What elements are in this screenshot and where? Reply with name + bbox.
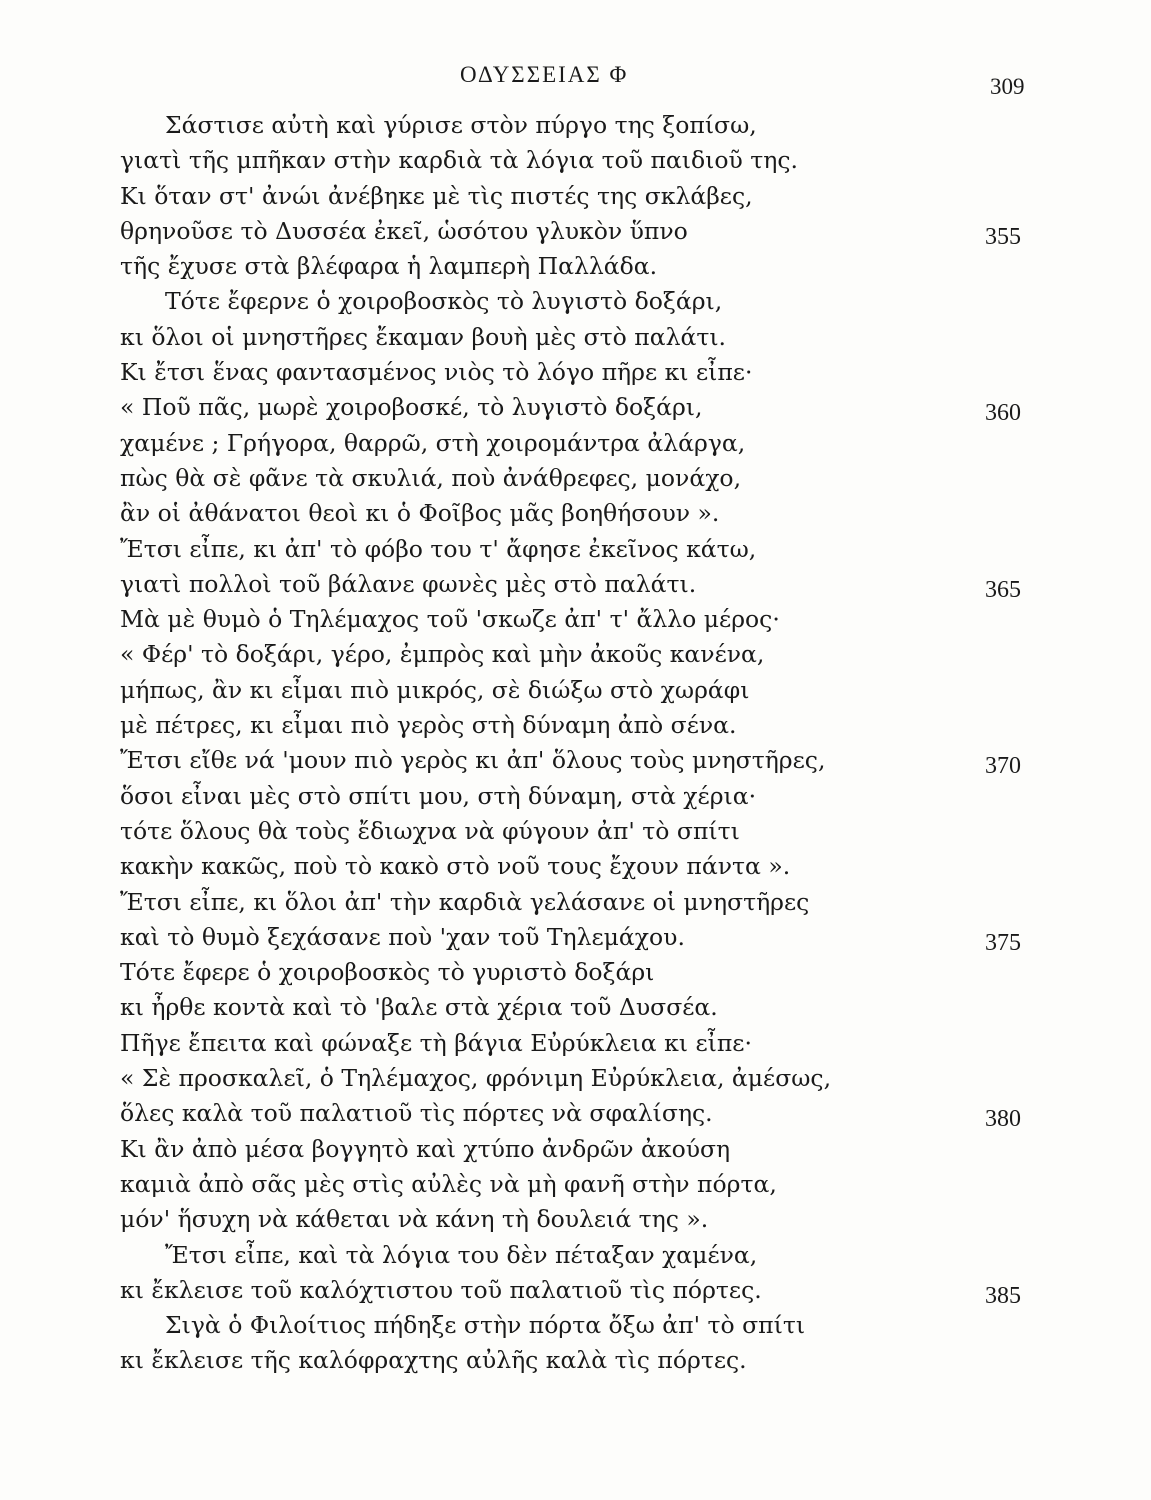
verse-text: κι ὅλοι οἱ μνηστῆρες ἔκαμαν βουὴ μὲς στὸ παλάτι.	[120, 322, 727, 351]
line-number: 370	[985, 753, 1021, 780]
verse-text: Τότε ἔφερνε ὁ χοιροβοσκὸς τὸ λυγιστὸ δοξάρι,	[165, 287, 723, 316]
verse-line	[0, 602, 1151, 637]
verse-text: Ἔτσι εἶπε, κι ὅλοι ἀπ' τὴν καρδιὰ γελάσανε οἱ μνηστῆρες	[120, 887, 810, 916]
verse-text: πὼς θὰ σὲ φᾶνε τὰ σκυλιά, ποὺ ἀνάθρεφες, μονάχο,	[120, 463, 742, 492]
verse-line	[0, 532, 1151, 567]
verse-line	[0, 143, 1151, 178]
verse-text: « Φέρ' τὸ δοξάρι, γέρο, ἐμπρὸς καὶ μὴν ἀκοῦς κανένα,	[120, 640, 765, 669]
verse-line	[0, 1308, 1151, 1343]
verse-text: μὲ πέτρες, κι εἶμαι πιὸ γερὸς στὴ δύναμη ἀπὸ σένα.	[120, 711, 737, 740]
verse-line	[0, 108, 1151, 143]
verse-text: Τότε ἔφερε ὁ χοιροβοσκὸς τὸ γυριστὸ δοξάρι	[120, 958, 655, 987]
page-number: 309	[990, 74, 1025, 99]
verse-line	[0, 390, 1151, 425]
line-number: 365	[985, 576, 1021, 603]
verse-text: Μὰ μὲ θυμὸ ὁ Τηλέμαχος τοῦ 'σκωζε ἀπ' τ' ἄλλο μέρος·	[120, 605, 780, 634]
verse-text: Πῆγε ἔπειτα καὶ φώναξε τὴ βάγια Εὐρύκλεια κι εἶπε·	[120, 1028, 752, 1057]
running-header-title: ΟΔΥΣΣΕΙΑΣ Φ	[460, 62, 629, 87]
verse-text: τῆς ἔχυσε στὰ βλέφαρα ἡ λαμπερὴ Παλλάδα.	[120, 252, 658, 281]
line-number: 385	[985, 1282, 1021, 1309]
verse-line	[0, 885, 1151, 920]
verse-line	[0, 814, 1151, 849]
verse-text: Ἔτσι εἶπε, καὶ τὰ λόγια του δὲν πέταξαν χαμένα,	[165, 1240, 758, 1269]
verse-line	[0, 284, 1151, 319]
verse-text: Ἔτσι εἶπε, κι ἀπ' τὸ φόβο του τ' ἄφησε ἐκεῖνος κάτω,	[120, 534, 757, 563]
verse-text: γιατὶ τῆς μπῆκαν στὴν καρδιὰ τὰ λόγια τοῦ παιδιοῦ της.	[120, 146, 798, 175]
verse-text: θρηνοῦσε τὸ Δυσσέα ἐκεῖ, ὡσότου γλυκὸν ὕπνο	[120, 216, 688, 245]
verse-text: ἂν οἱ ἀθάνατοι θεοὶ κι ὁ Φοῖβος μᾶς βοηθήσουν ».	[120, 499, 720, 528]
verse-text: « Σὲ προσκαλεῖ, ὁ Τηλέμαχος, φρόνιμη Εὐρύκλεια, ἀμέσως,	[120, 1064, 832, 1093]
verse-line	[0, 779, 1151, 814]
verse-line	[0, 355, 1151, 390]
verse-line	[0, 496, 1151, 531]
verse-line	[0, 1061, 1151, 1096]
verse-text: κι ἔκλεισε τοῦ καλόχτιστου τοῦ παλατιοῦ τὶς πόρτες.	[120, 1275, 762, 1304]
verse-text: καμιὰ ἀπὸ σᾶς μὲς στὶς αὐλὲς νὰ μὴ φανῆ στὴν πόρτα,	[120, 1169, 777, 1198]
verse-line	[0, 743, 1151, 778]
verse-text: καὶ τὸ θυμὸ ξεχάσανε ποὺ 'χαν τοῦ Τηλεμάχου.	[120, 922, 685, 951]
verse-text: μήπως, ἂν κι εἶμαι πιὸ μικρός, σὲ διώξω στὸ χωράφι	[120, 675, 750, 704]
verse-line	[0, 1026, 1151, 1061]
verse-line	[0, 849, 1151, 884]
verse-text: κι ἔκλεισε τῆς καλόφραχτης αὐλῆς καλὰ τὶς πόρτες.	[120, 1346, 747, 1375]
verse-text: Κι ἔτσι ἕνας φαντασμένος νιὸς τὸ λόγο πῆρε κι εἶπε·	[120, 358, 753, 387]
line-number: 360	[985, 400, 1021, 427]
verse-text: Σάστισε αὐτὴ καὶ γύρισε στὸν πύργο της ξοπίσω,	[165, 111, 757, 139]
verse-text: χαμένε ; Γρήγορα, θαρρῶ, στὴ χοιρομάντρα ἀλάργα,	[120, 428, 746, 457]
verse-line	[0, 1167, 1151, 1202]
line-number: 375	[985, 929, 1021, 956]
line-number: 355	[985, 223, 1021, 250]
verse-line	[0, 708, 1151, 743]
verse-line	[0, 990, 1151, 1025]
verse-line	[0, 1096, 1151, 1131]
verse-text: Κι ἂν ἀπὸ μέσα βογγητὸ καὶ χτύπο ἀνδρῶν ἀκούση	[120, 1134, 731, 1163]
verse-line	[0, 673, 1151, 708]
verse-line	[0, 955, 1151, 990]
line-number: 380	[985, 1106, 1021, 1133]
verse-line	[0, 214, 1151, 249]
verse-text: κακὴν κακῶς, ποὺ τὸ κακὸ στὸ νοῦ τους ἔχουν πάντα ».	[120, 852, 791, 881]
verse-line	[0, 179, 1151, 214]
verse-line	[0, 1238, 1151, 1273]
verse-line	[0, 426, 1151, 461]
verse-line	[0, 637, 1151, 672]
verse-text: γιατὶ πολλοὶ τοῦ βάλανε φωνὲς μὲς στὸ παλάτι.	[120, 569, 697, 598]
verse-text: κι ἦρθε κοντὰ καὶ τὸ 'βαλε στὰ χέρια τοῦ Δυσσέα.	[120, 993, 718, 1022]
verse-text: ὅλες καλὰ τοῦ παλατιοῦ τὶς πόρτες νὰ σφαλίσης.	[120, 1099, 713, 1128]
verse-text: « Ποῦ πᾶς, μωρὲ χοιροβοσκέ, τὸ λυγιστὸ δοξάρι,	[120, 393, 703, 422]
verse-text: Ἔτσι εἴθε νά 'μουν πιὸ γερὸς κι ἀπ' ὅλους τοὺς μνηστῆρες,	[120, 746, 826, 775]
verse-text: τότε ὅλους θὰ τοὺς ἔδιωχνα νὰ φύγουν ἀπ' τὸ σπίτι	[120, 816, 740, 845]
verse-line	[0, 1202, 1151, 1237]
verse-line	[0, 567, 1151, 602]
verse-block	[0, 108, 1151, 1379]
verse-line	[0, 461, 1151, 496]
verse-text: ὅσοι εἶναι μὲς στὸ σπίτι μου, στὴ δύναμη, στὰ χέρια·	[120, 781, 757, 810]
verse-line	[0, 1343, 1151, 1378]
verse-line	[0, 320, 1151, 355]
verse-line	[0, 920, 1151, 955]
verse-text: Κι ὅταν στ' ἀνώι ἀνέβηκε μὲ τὶς πιστές της σκλάβες,	[120, 181, 753, 210]
verse-line	[0, 1273, 1151, 1308]
verse-text: μόν' ἥσυχη νὰ κάθεται νὰ κάνη τὴ δουλειά της ».	[120, 1205, 709, 1234]
verse-text: Σιγὰ ὁ Φιλοίτιος πήδηξε στὴν πόρτα ὄξω ἀπ' τὸ σπίτι	[165, 1311, 806, 1340]
verse-line	[0, 249, 1151, 284]
verse-line	[0, 1132, 1151, 1167]
